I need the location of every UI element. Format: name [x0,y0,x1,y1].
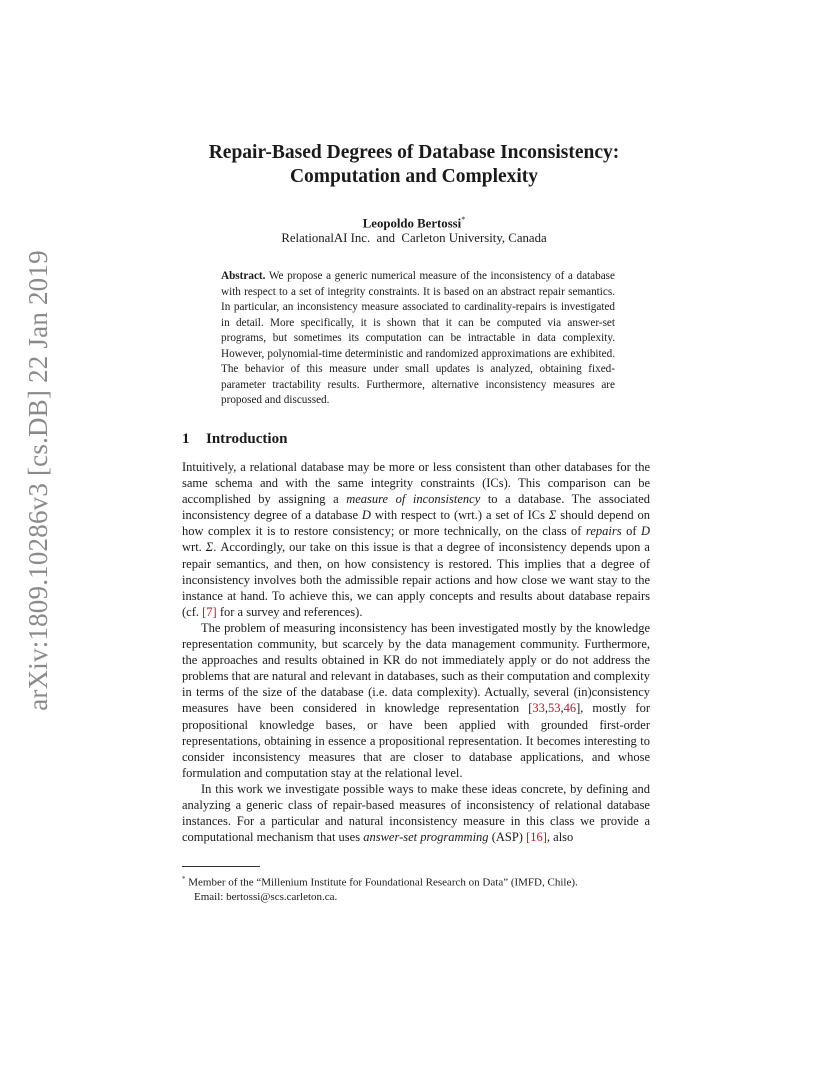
body-text [182,459,650,845]
citation-link[interactable]: 33 [532,701,545,716]
author-affiliation: RelationalAI Inc. and Carleton University, Canada [281,231,547,245]
citation-bracket: ] [576,701,581,716]
paper-title [130,141,698,189]
p2-text-1: The problem of measuring inconsistency has been investigated mostly by the knowledge representation community, but scarcely by the data management community. Furthermore, the approaches and results obtained in KR do not immediately apply or do not address the problems that are natural and relevant in databases, such as their computation and complexity in terms of the size of the database (i.e. data complexity). Actually, several (in)consistency measures have been considered in knowledge representation [182,620,650,716]
p1-text-1: Intuitively, a relational database may be more or less consistent than other databases for the same schema and with the same integrity constraints (ICs). This comparison can be accomplished by assigning a [182,460,650,507]
citation-separator: , [560,701,564,716]
abstract-label: Abstract. [221,270,266,282]
p1-text-7: . Accordingly, our take on this issue is that a degree of inconsistency depends upon a repair semantics, and then, on how consistency is restored. This implies that a degree of inconsistency involves both the admissible repair actions and how close we want stay to the instance at hand. To achieve this, we can apply concepts and results about database repairs (cf. [182,540,650,619]
footnote-marker: * [182,875,186,883]
citation-separator: , [544,701,548,716]
footnote [182,872,650,905]
p1-text-4: should depend on how complex it is to restore consistency; or more technically, on the class of [182,508,650,539]
p2-text-2: , mostly for propositional knowledge bases, or have been applied with grounded first-order representations, obtaining in essence a propositional representation. It becomes interesting to consider inconsistency measures that are closer to database applications, and whose formulation and computation stay at the relational level. [182,701,651,780]
p1-text-6: wrt. [182,540,206,555]
citation-link[interactable]: 53 [547,701,561,716]
paragraph-3 [182,781,650,845]
title-line-2: Computation and Complexity [289,166,539,187]
p3-emphasis-1: answer-set programming [363,830,489,845]
section-heading [182,431,287,448]
p3-text-1: In this work we investigate possible ways to make these ideas concrete, by defining and analyzing a generic class of repair-based measures of inconsistency of relational database instances. For a particular and natural inconsistency measure in this class we provide a computational mechanism that uses [182,781,650,845]
section-title: Introduction [206,431,288,447]
p1-text-5: of [621,524,641,539]
p1-text-8: for a survey and references). [216,604,363,619]
arxiv-stamp-text: arXiv:1809.10286v3 [cs.DB] 22 Jan 2019 [22,249,53,711]
p1-text-2: to a database. The associated inconsistency degree of a database [182,492,651,523]
citation-link[interactable]: [7] [202,604,217,619]
p3-text-2: (ASP) [488,830,527,845]
math-var-sigma: Σ [548,508,557,523]
abstract-block [221,269,615,409]
math-var-D: D [640,524,650,539]
section-number: 1 [182,431,190,447]
footnote-rule [182,866,260,867]
citation-link[interactable]: 46 [563,701,577,716]
p1-emphasis-2: repairs [585,524,622,539]
math-var-D: D [361,508,371,523]
author-name-text: Leopoldo Bertossi [362,216,462,231]
paragraph-2 [182,620,650,781]
author-footnote-marker: * [461,215,466,224]
citation-link[interactable]: [16] [526,830,547,845]
footnote-text-1: Member of the “Millenium Institute for Foundational Research on Data” (IMFD, Chile). [188,876,578,889]
author-name [130,215,698,231]
footnote-line-1 [182,872,650,890]
p3-text-3: , also [546,830,574,845]
p1-text-3: with respect to (wrt.) a set of ICs [370,508,549,523]
paragraph-1 [182,459,650,620]
citation-bracket: [ [528,701,533,716]
p1-emphasis-1: measure of inconsistency [346,492,481,507]
math-var-sigma: Σ [205,540,214,555]
abstract-text: We propose a generic numerical measure of the inconsistency of a database with respect to a set of integrity constraints. It is based on an abstract repair semantics. In particular, an inconsistency measure associated to cardinality-repairs is investigated in detail. More specifically, it is shown that it can be computed via answer-set programs, but sometimes its computation can be intractable in data complexity. However, polynomial-time deterministic and randomized approximations are exhibited. The behavior of this measure under small updates is analyzed, obtaining fixed-parameter tractability results. Furthermore, alternative inconsistency measures are proposed and discussed. [221,270,615,406]
arxiv-identifier-stamp [22,249,53,711]
title-line-1: Repair-Based Degrees of Database Inconsistency: [208,142,620,163]
footnote-line-2: Email: bertossi@scs.carleton.ca. [194,891,338,904]
